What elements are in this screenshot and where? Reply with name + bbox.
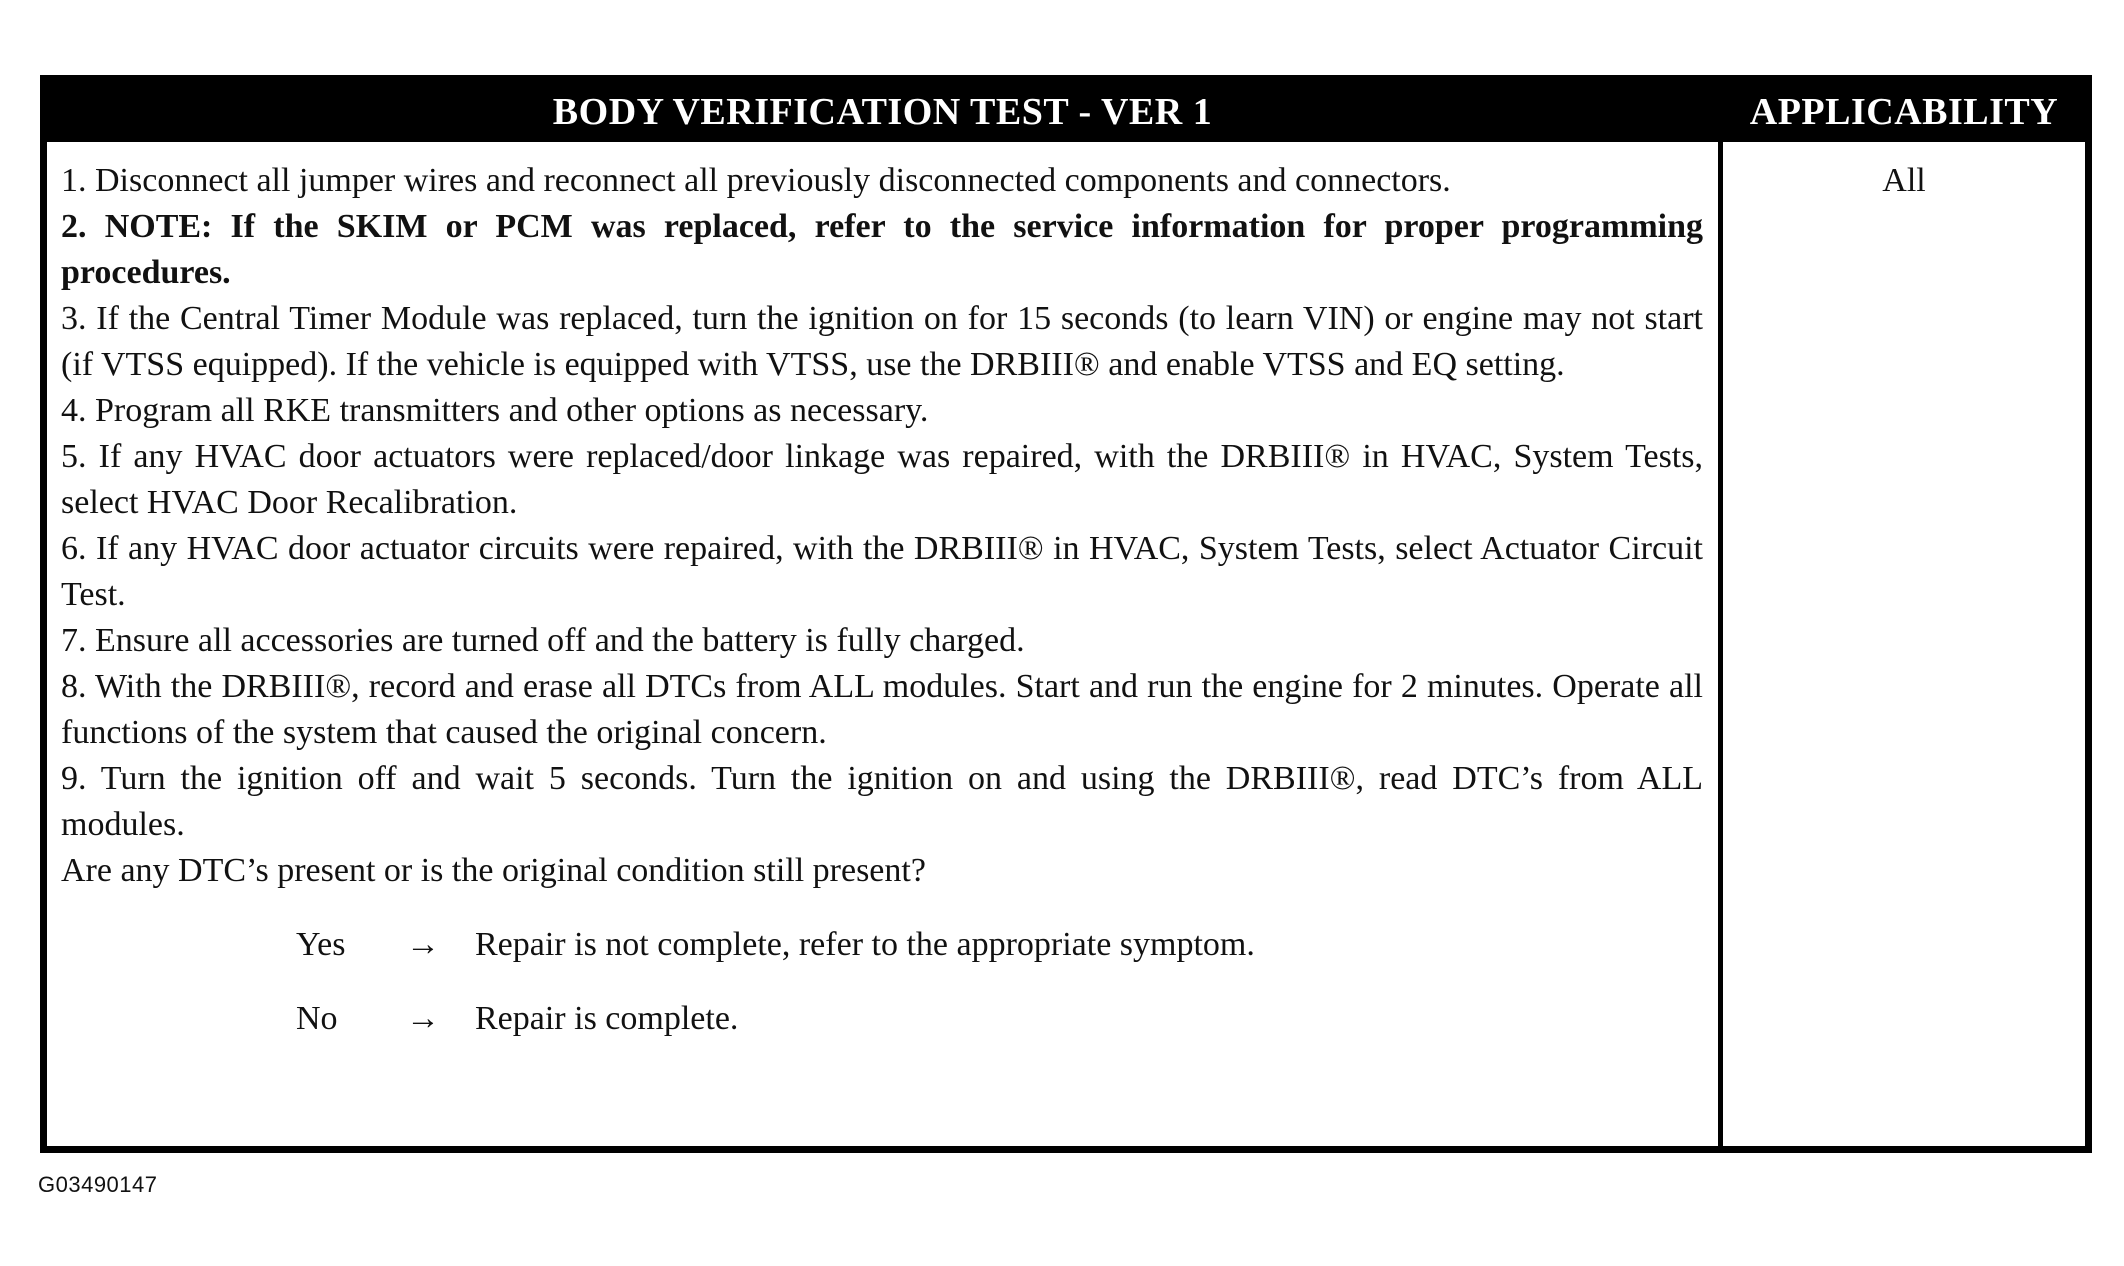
step-5: 5. If any HVAC door actuators were replaced/door linkage was repaired, with the DRBIII® in HVAC, System Tests, select HVAC Door Recalibration. [61, 438, 1703, 521]
verification-test-table [40, 75, 2092, 1153]
answer-no-label: No [296, 1000, 338, 1037]
applicability-cell: All [1882, 162, 1926, 199]
step-8: 8. With the DRBIII®, record and erase all DTCs from ALL modules. Start and run the engine for 2 minutes. Operate all functions of the system that caused the original concern. [61, 668, 1703, 751]
table-header-title: BODY VERIFICATION TEST - VER 1 [552, 91, 1213, 133]
answer-no [61, 996, 1703, 1042]
step-3: 3. If the Central Timer Module was replaced, turn the ignition on for 15 seconds (to learn VIN) or engine may not start (if VTSS equipped). If the vehicle is equipped with VTSS, use the DRBIII® and enable VTSS and EQ setting. [61, 300, 1703, 383]
procedure-cell [61, 158, 1703, 1146]
answer-yes-text: Repair is not complete, refer to the appropriate symptom. [475, 926, 1255, 963]
step-4: 4. Program all RKE transmitters and other options as necessary. [61, 392, 929, 429]
answer-yes [61, 922, 1703, 968]
step-1: 1. Disconnect all jumper wires and reconnect all previously disconnected components and connectors. [61, 162, 1451, 199]
column-divider [1718, 142, 1723, 1146]
step-9: 9. Turn the ignition off and wait 5 seconds. Turn the ignition on and using the DRBIII®, read DTC’s from ALL modules. [61, 760, 1703, 843]
right-arrow-icon: → [406, 1000, 440, 1037]
step-2-note: 2. NOTE: If the SKIM or PCM was replaced, refer to the service information for proper programming procedures. [61, 208, 1703, 291]
step-7: 7. Ensure all accessories are turned off and the battery is fully charged. [61, 622, 1025, 659]
table-header-row [47, 82, 2085, 142]
right-arrow-icon: → [406, 926, 440, 963]
answer-yes-label: Yes [296, 926, 346, 963]
step-6: 6. If any HVAC door actuator circuits were repaired, with the DRBIII® in HVAC, System Tests, select Actuator Circuit Test. [61, 530, 1703, 613]
figure-id: G03490147 [38, 1172, 158, 1197]
answer-list [61, 922, 1703, 1042]
table-header-applicability: APPLICABILITY [1749, 91, 2059, 133]
question-text: Are any DTC’s present or is the original condition still present? [61, 852, 926, 889]
answer-no-text: Repair is complete. [475, 1000, 739, 1037]
